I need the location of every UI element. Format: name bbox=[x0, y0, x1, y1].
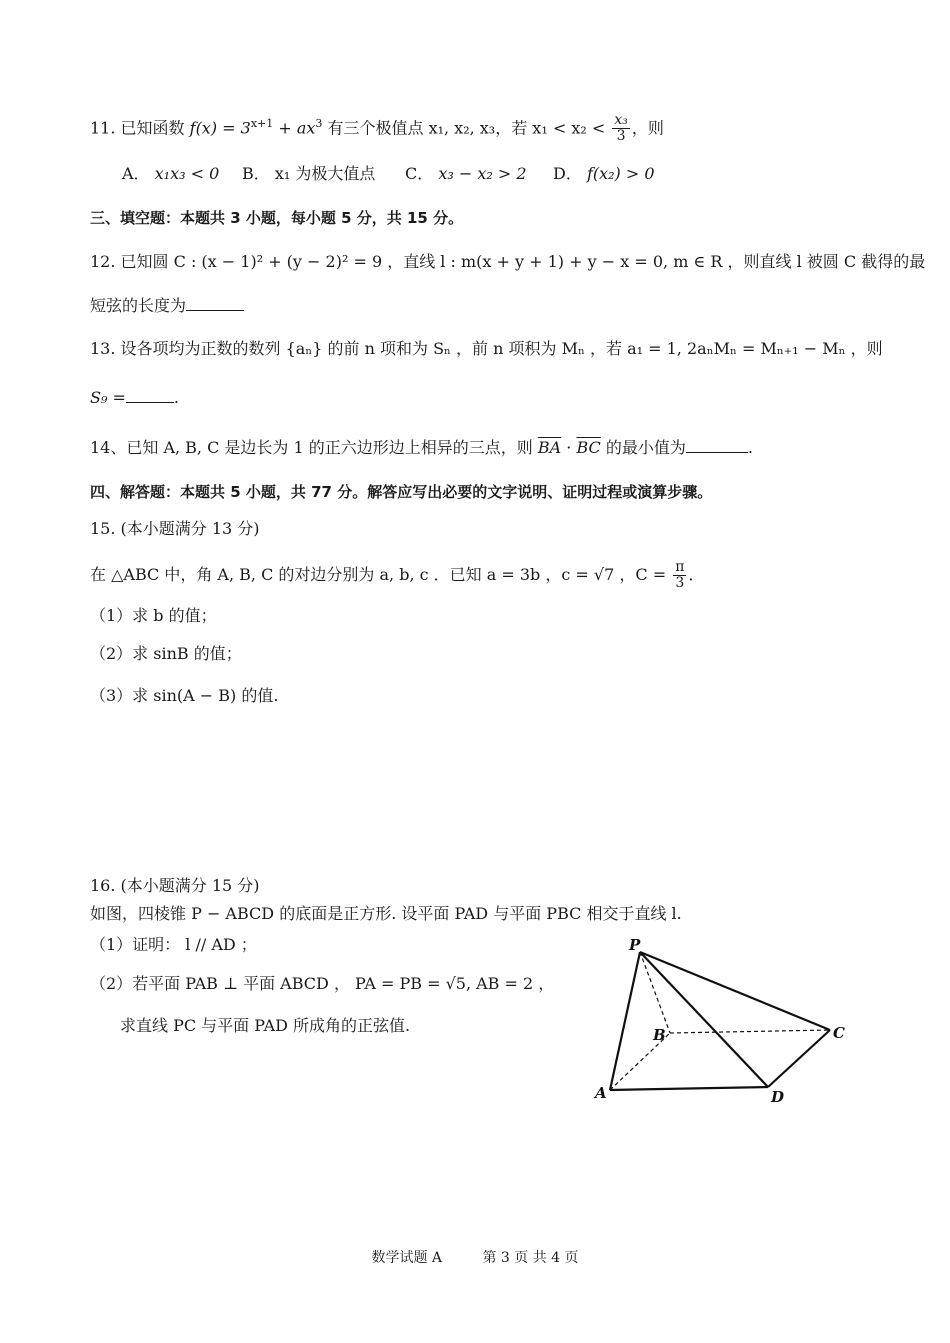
q13-line2: S₉ = . bbox=[90, 388, 179, 407]
footer-page-number: 第 3 页 共 4 页 bbox=[482, 1250, 579, 1266]
label-c: C bbox=[833, 1024, 845, 1042]
q15-part-1: （1）求 b 的值； bbox=[90, 606, 217, 625]
q11-option-d: D． f(x₂) > 0 bbox=[553, 164, 655, 183]
edge-pb bbox=[640, 952, 670, 1033]
label-d: D bbox=[771, 1088, 785, 1106]
q14-vector-bc: $\overline{BC}$ bbox=[576, 438, 601, 457]
q16-part-2: （2）若平面 PAB ⊥ 平面 ABCD ， PA = PB = √5, AB = 2 ， bbox=[90, 974, 555, 993]
q12-line2: 短弦的长度为 bbox=[90, 295, 244, 317]
q15-fraction: $\frac{\pi}{3}$ bbox=[675, 559, 685, 591]
page-footer bbox=[0, 1247, 950, 1267]
q11-suffix: ，则 bbox=[631, 118, 664, 138]
q14-answer-blank[interactable] bbox=[686, 438, 748, 453]
q13-line1: 13. 设各项均为正数的数列 {aₙ} 的前 n 项和为 Sₙ ，前 n 项积为 Mₙ ，若 a₁ = 1, 2aₙMₙ = Mₙ₊₁ − Mₙ ，则 bbox=[90, 339, 883, 358]
q15-header: 15. (本小题满分 13 分) bbox=[90, 519, 260, 538]
label-p: P bbox=[629, 936, 641, 954]
q13-answer-blank[interactable] bbox=[126, 388, 174, 403]
q14-vector-ba: $\overline{BA}$ bbox=[537, 438, 562, 457]
section-3-heading: 三、填空题：本题共 3 小题，每小题 5 分，共 15 分。 bbox=[90, 209, 464, 227]
q11-exp: x+1 bbox=[250, 117, 274, 130]
q11-cube: 3 bbox=[315, 117, 323, 130]
edge-dc bbox=[768, 1030, 830, 1087]
q11-fraction: $\frac{\text{x₃}}{3}$ bbox=[614, 112, 628, 145]
q14-stem: 14、已知 A, B, C 是边长为 1 的正六边形边上相异的三点，则 $\overline{BA} \cdot \overline{BC}$ 的最小值为 . bbox=[90, 438, 753, 457]
q11-option-c: C． x₃ − x₂ > 2 bbox=[405, 164, 527, 183]
q12-line1: 12. 已知圆 C : (x − 1)² + (y − 2)² = 9 ，直线 l : m(x + y + 1) + y − x = 0, m ∈ R ，则直线 l 被圆 C 截得的最 bbox=[90, 252, 926, 271]
section-4-heading: 四、解答题：本题共 5 小题，共 77 分。解答应写出必要的文字说明、证明过程或演算步骤。 bbox=[90, 483, 713, 501]
q12-answer-blank[interactable] bbox=[186, 296, 244, 311]
edge-pd bbox=[640, 952, 768, 1087]
q16-part-1: （1）证明： l // AD ； bbox=[90, 935, 257, 954]
edge-ad bbox=[610, 1087, 768, 1090]
label-b: B bbox=[653, 1026, 666, 1044]
q16-part-2-cont: 求直线 PC 与平面 PAD 所成角的正弦值. bbox=[120, 1016, 411, 1035]
label-a: A bbox=[595, 1084, 607, 1102]
q11-prefix: 11. 已知函数 bbox=[90, 118, 185, 138]
q16-header: 16. (本小题满分 15 分) bbox=[90, 876, 260, 895]
q11-option-a: A． x₁x₃ < 0 bbox=[122, 164, 220, 183]
q16-stem: 如图，四棱锥 P − ABCD 的底面是正方形. 设平面 PAD 与平面 PBC 相交于直线 l. bbox=[90, 904, 682, 923]
q11-rest: + ax bbox=[273, 118, 316, 138]
q11-option-b: B． x₁ 为极大值点 bbox=[242, 164, 376, 183]
edge-pc bbox=[640, 952, 830, 1030]
edge-bc bbox=[670, 1030, 830, 1033]
q11-stem bbox=[90, 113, 664, 144]
q15-stem: 在 △ABC 中，角 A, B, C 的对边分别为 a, b, c ．已知 a = 3b ，c = √7 ，C = $\frac{\pi}{3}$ ． bbox=[90, 559, 705, 591]
q15-part-3: （3）求 sin(A − B) 的值. bbox=[90, 686, 279, 705]
q15-part-2: （2）求 sinB 的值； bbox=[90, 644, 242, 663]
footer-subject: 数学试题 A bbox=[371, 1250, 443, 1266]
pyramid-figure bbox=[585, 930, 855, 1110]
q11-func: f(x) = 3 bbox=[189, 118, 251, 138]
q11-mid: 有三个极值点 x₁, x₂, x₃，若 x₁ < x₂ < bbox=[322, 118, 606, 138]
edge-pa bbox=[610, 952, 640, 1090]
